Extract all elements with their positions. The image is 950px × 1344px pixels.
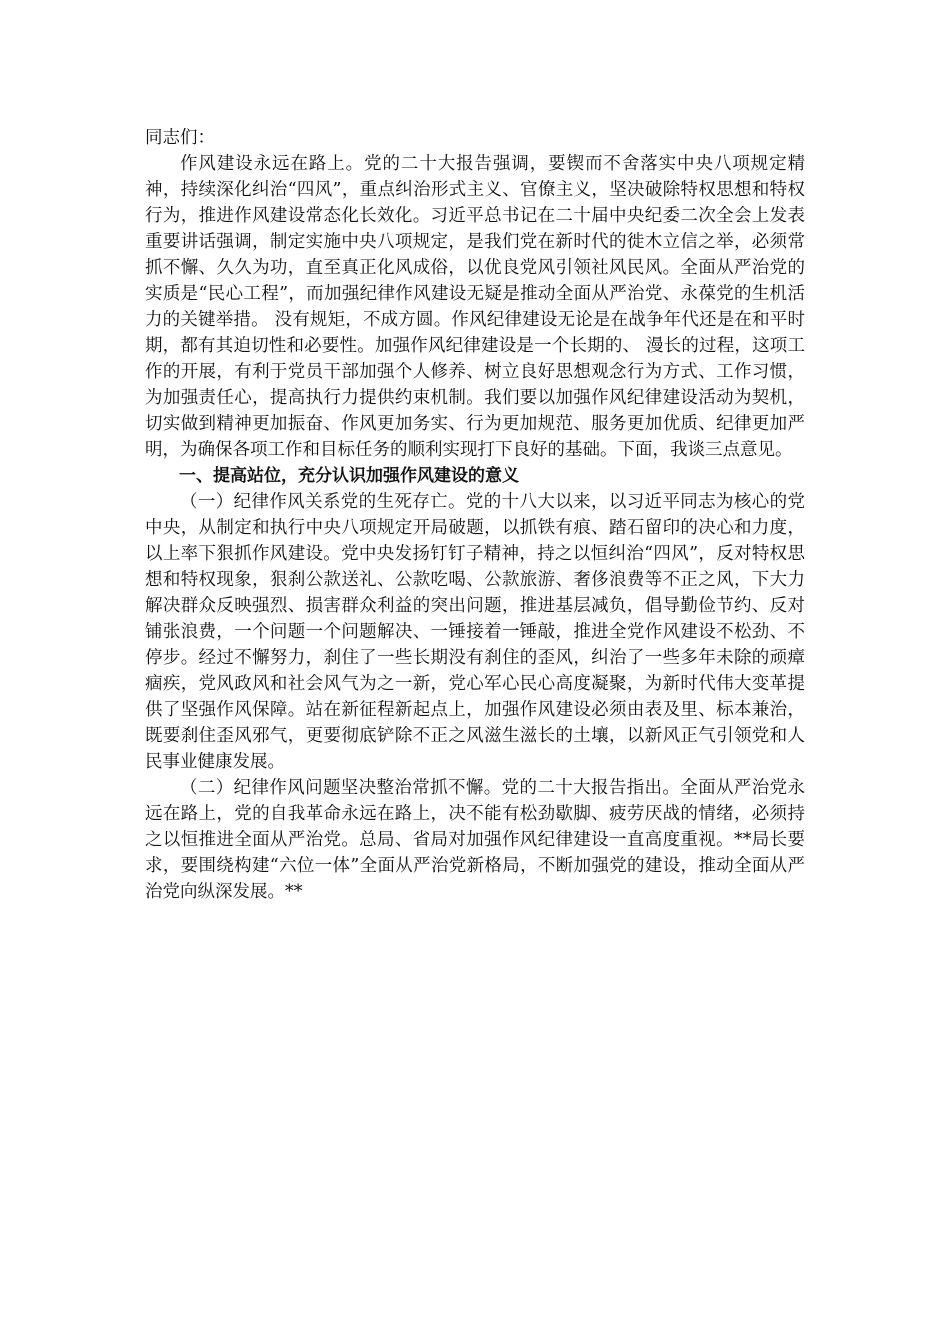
document-body [145, 125, 805, 905]
section-heading-1: 一、提高站位，充分认识加强作风建设的意义 [179, 466, 519, 486]
intro-paragraph: 作风建设永远在路上。党的二十大报告强调，要锲而不舍落实中央八项规定精神，持续深化纠治“四风”，重点纠治形式主义、官僚主义，坚决破除特权思想和特权行为，推进作风建设常态化长效化。习近平总书记在二十届中央纪委二次全会上发表重要讲话强调，制定实施中央八项规定，是我们党在新时代的徙木立信之举，必须常抓不懈、久久为功，直至真正化风成俗，以优良党风引领社风民风。全面从严治党的实质是“民心工程”，而加强纪律作风建设无疑是推动全面从严治党、永葆党的生机活力的关键举措。 没有规矩，不成方圆。作风纪律建设无论是在战争年代还是在和平时期，都有其迫切性和必要性。加强作风纪律建设是一个长期的、 漫长的过程，这项工作的开展，有利于党员干部加强个人修养、树立良好思想观念行为方式、工作习惯，为加强责任心，提高执行力提供约束机制。我们要以加强作风纪律建设活动为契机，切实做到精神更加振奋、作风更加务实、行为更加规范、服务更加优质、纪律更加严明，为确保各项工作和目标任务的顺利实现打下良好的基础。下面，我谈三点意见。 [145, 154, 805, 460]
subsection-paragraph-1: （一）纪律作风关系党的生死存亡。党的十八大以来，以习近平同志为核心的党中央，从制定和执行中央八项规定开局破题，以抓铁有痕、踏石留印的决心和力度，以上率下狠抓作风建设。党中央发扬钉钉子精神，持之以恒纠治“四风”，反对特权思想和特权现象，狠刹公款送礼、公款吃喝、公款旅游、奢侈浪费等不正之风，下大力解决群众反映强烈、损害群众利益的突出问题，推进基层减负，倡导勤俭节约、反对铺张浪费，一个问题一个问题解决、一锤接着一锤敲，推进全党作风建设不松劲、不停步。经过不懈努力，刹住了一些长期没有刹住的歪风，纠治了一些多年未除的顽瘴痼疾，党风政风和社会风气为之一新，党心军心民心高度凝聚，为新时代伟大变革提供了坚强作风保障。站在新征程新起点上，加强作风建设必须由表及里、标本兼治，既要刹住歪风邪气，更要彻底铲除不正之风滋生滋长的土壤，以新风正气引领党和人民事业健康发展。 [145, 492, 805, 772]
greeting: 同志们： [145, 128, 215, 148]
subsection-paragraph-2: （二）纪律作风问题坚决整治常抓不懈。党的二十大报告指出。全面从严治党永远在路上，党的自我革命永远在路上，决不能有松劲歇脚、疲劳厌战的情绪，必须持之以恒推进全面从严治党。总局、省局对加强作风纪律建设一直高度重视。**局长要求，要围绕构建“六位一体”全面从严治党新格局，不断加强党的建设，推动全面从严治党向纵深发展。** [145, 778, 805, 902]
